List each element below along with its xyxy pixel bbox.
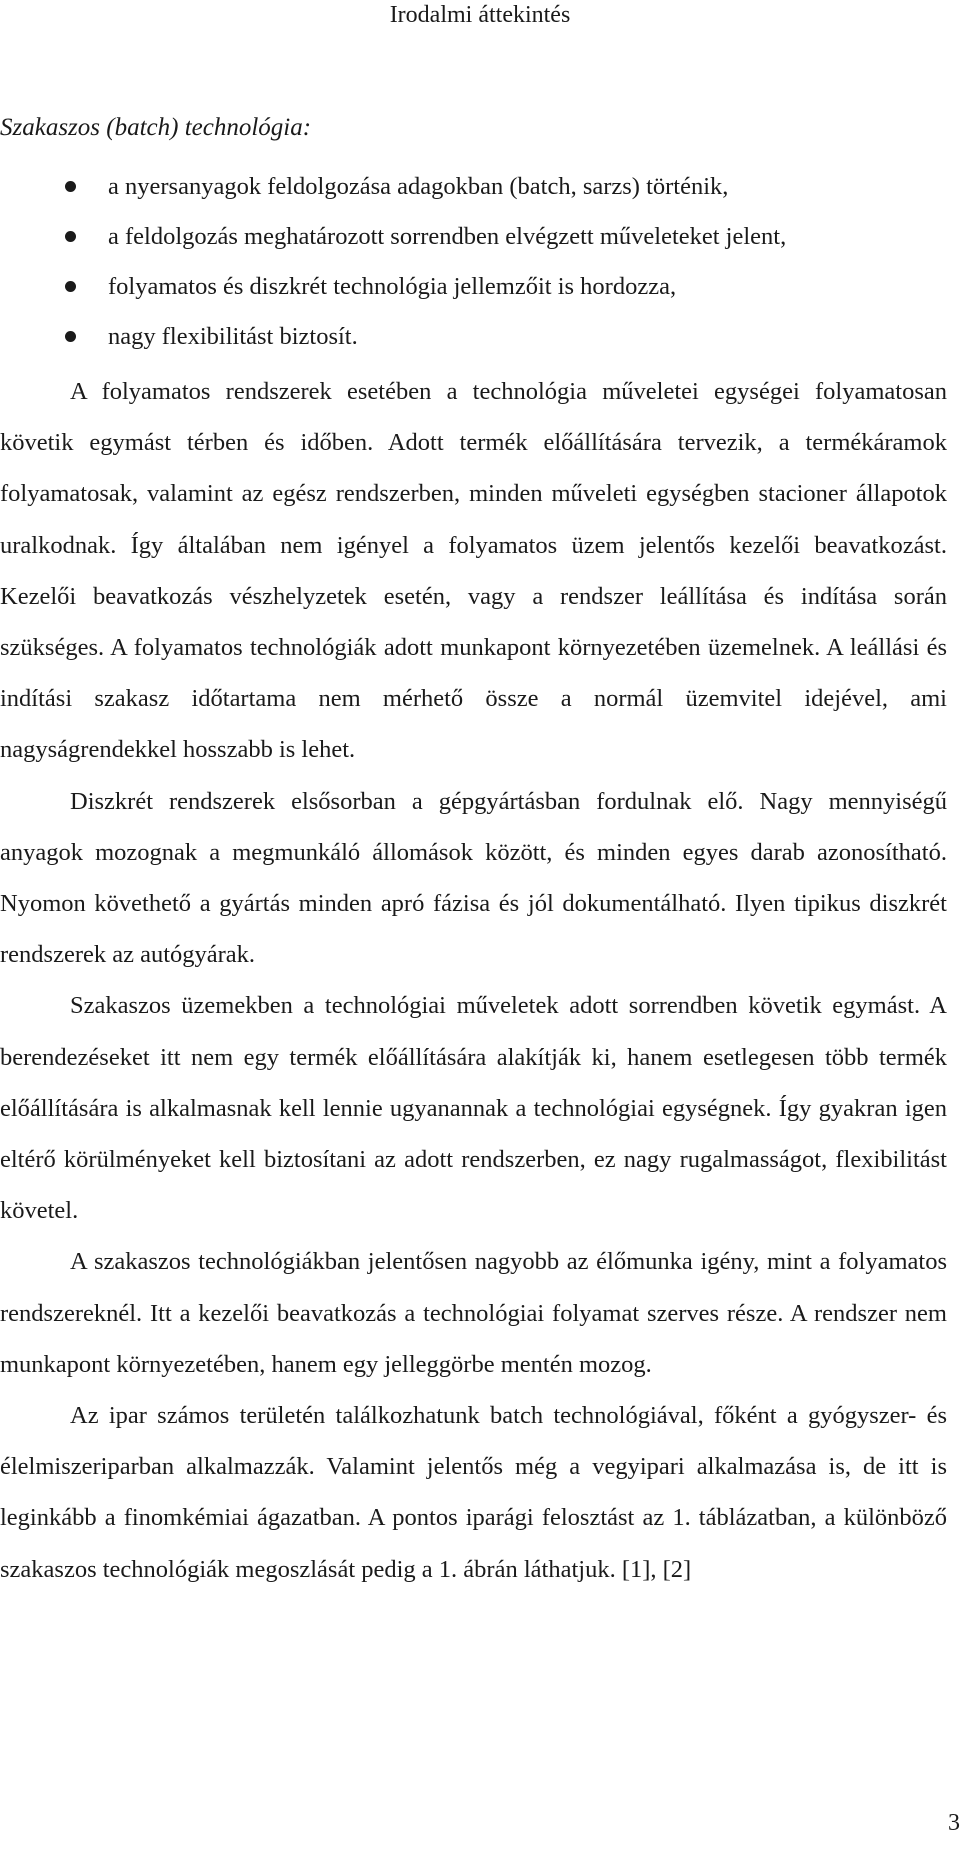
list-item-text: folyamatos és diszkrét technológia jellemzőit is hordozza, — [108, 273, 677, 300]
paragraph-batch-plants: Szakaszos üzemekben a technológiai műveletek adott sorrendben követik egymást. A berendezéseket itt nem egy termék előállítására alakítják ki, hanem esetlegesen több termék előállítására is alkalmasnak kell lennie ugyanannak a technológiai egységnek. Így gyakran igen eltérő körülményeket kell biztosítani az adott rendszerben, ez nagy rugalmasságot, flexibilitást követel. — [0, 992, 947, 1225]
paragraph-discrete-systems: Diszkrét rendszerek elsősorban a gépgyártásban fordulnak elő. Nagy mennyiségű anyagok mozognak a megmunkáló állomások között, és minden egyes darab azonosítható. Nyomon követhető a gyártás minden apró fázisa és jól dokumentálható. Ilyen tipikus diszkrét rendszerek az autógyárak. — [0, 787, 947, 969]
list-item — [0, 268, 960, 318]
list-item — [0, 318, 960, 368]
list-item-text: nagy flexibilitást biztosít. — [108, 323, 358, 350]
bullet-icon — [65, 281, 76, 292]
paragraph-labor-demand: A szakaszos technológiákban jelentősen nagyobb az élőmunka igény, mint a folyamatos rendszereknél. Itt a kezelői beavatkozás a technológiai folyamat szerves része. A rendszer nem munkapont környezetében, hanem egy jelleggörbe mentén mozog. — [0, 1248, 947, 1378]
bullet-icon — [65, 331, 76, 342]
bullet-icon — [65, 181, 76, 192]
list-item — [0, 218, 960, 268]
list-item — [0, 168, 960, 218]
running-header: Irodalmi áttekintés — [389, 2, 571, 28]
bullet-icon — [65, 231, 76, 242]
page-number: 3 — [948, 1810, 960, 1836]
paragraph-industry-usage: Az ipar számos területén találkozhatunk batch technológiával, főként a gyógyszer- és élelmiszeriparban alkalmazzák. Valamint jelentős még a vegyipari alkalmazása is, de itt is leginkább a finomkémiai ágazatban. A pontos iparági felosztást az 1. táblázatban, a különböző szakaszos technológiák megoszlását pedig a 1. ábrán láthatjuk. [1], [2] — [0, 1402, 947, 1583]
body-text — [0, 366, 947, 1595]
section-title: Szakaszos (batch) technológia: — [0, 114, 312, 141]
list-item-text: a nyersanyagok feldolgozása adagokban (batch, sarzs) történik, — [108, 173, 729, 200]
list-item-text: a feldolgozás meghatározott sorrendben elvégzett műveleteket jelent, — [108, 223, 787, 250]
bullet-list — [0, 168, 960, 368]
paragraph-continuous-systems: A folyamatos rendszerek esetében a technológia műveletei egységei folyamatosan követik egymást térben és időben. Adott termék előállítására tervezik, a termékáramok folyamatosak, valamint az egész rendszerben, minden műveleti egységben stacioner állapotok uralkodnak. Így általában nem igényel a folyamatos üzem jelentős kezelői beavatkozást. Kezelői beavatkozás vészhelyzetek esetén, vagy a rendszer leállítása és indítása során szükséges. A folyamatos technológiák adott munkapont környezetében üzemelnek. A leállási és indítási szakasz időtartama nem mérhető össze a normál üzemvitel idejével, ami nagyságrendekkel hosszabb is lehet. — [0, 378, 947, 764]
